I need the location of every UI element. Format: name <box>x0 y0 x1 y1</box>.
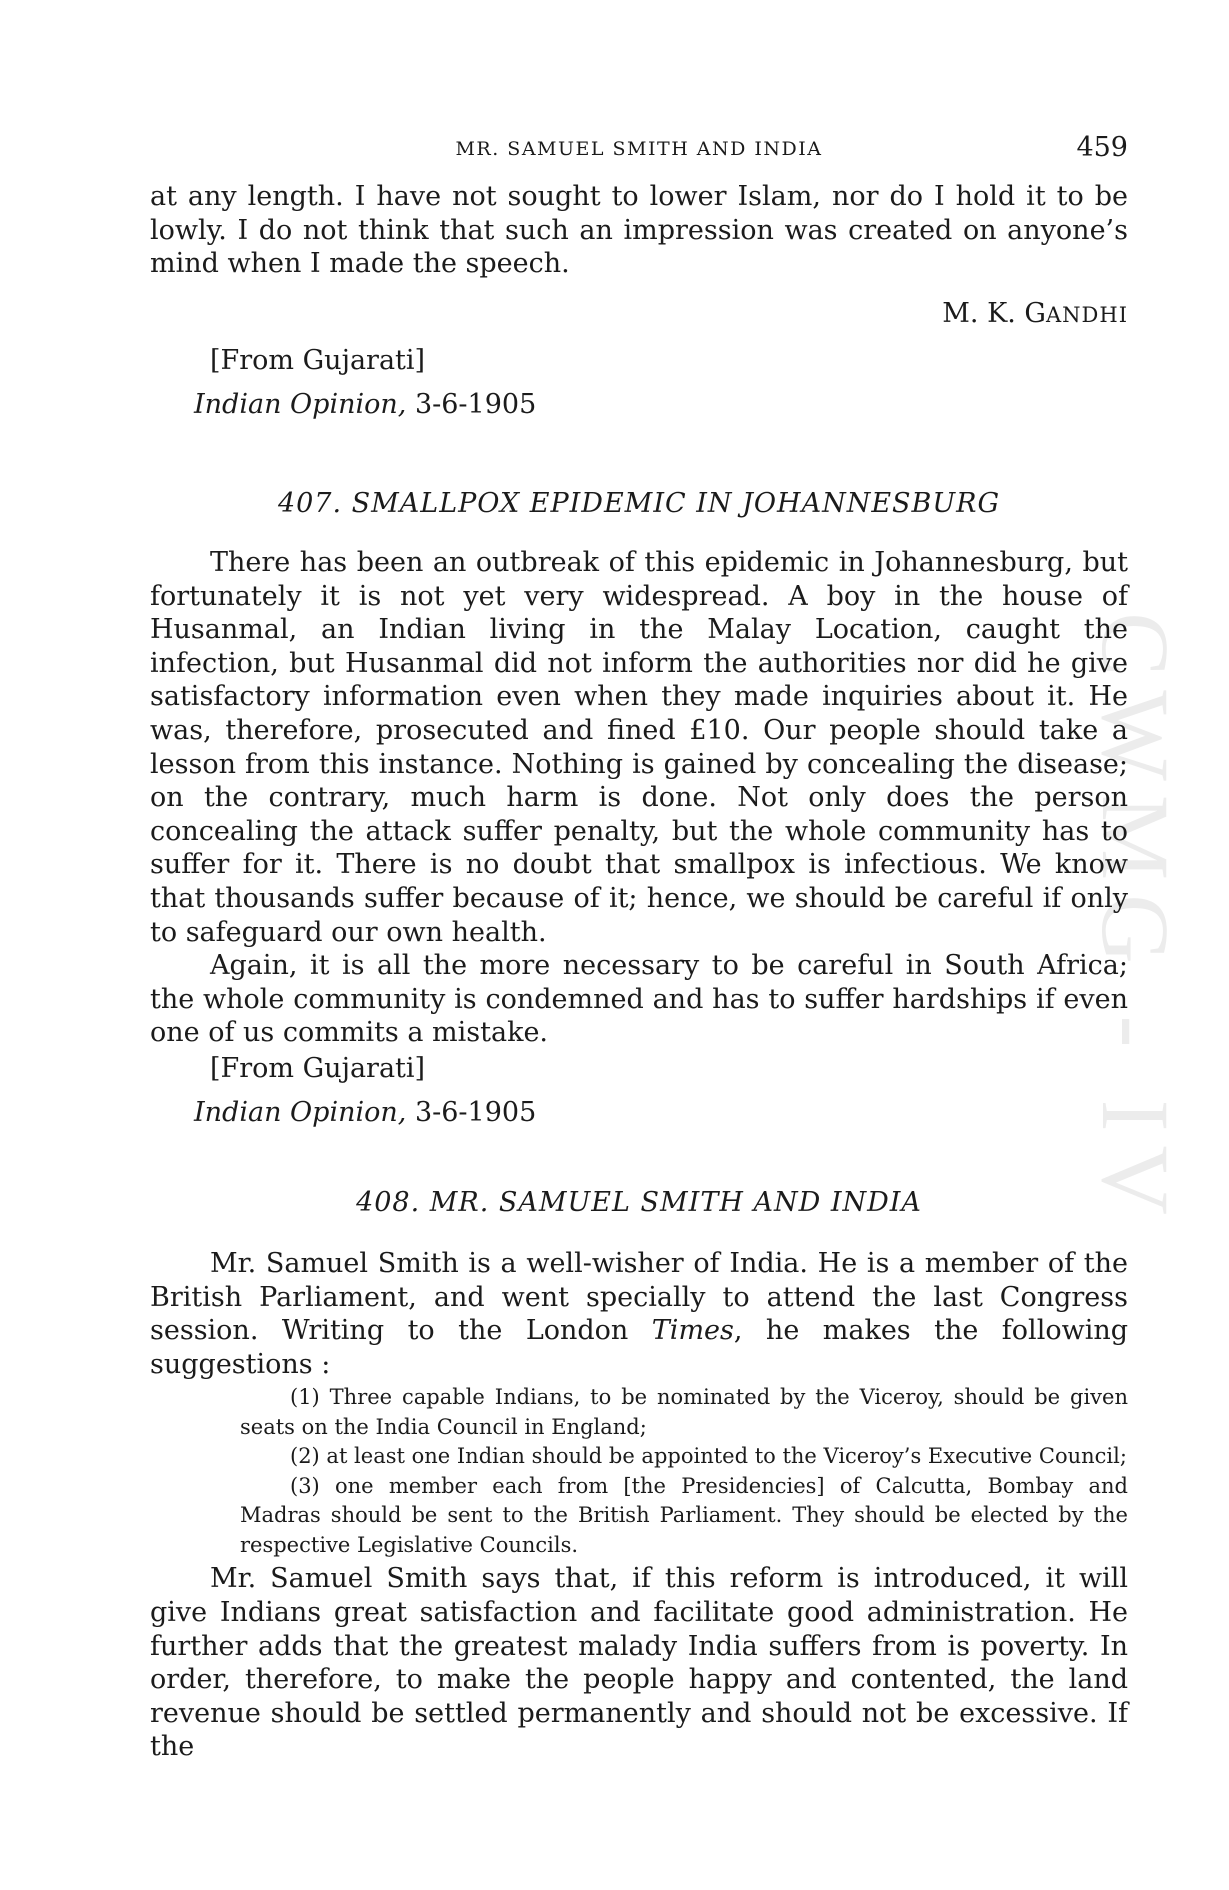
continuation-paragraph: at any length. I have not sought to lower Islam, nor do I hold it to be lowly. I do not think that such an impression was created on anyone’s mind when I made the speech. <box>150 181 1128 280</box>
watermark-text: CWMG - IV <box>1081 611 1189 1229</box>
article-407-body <box>150 546 1128 1129</box>
suggestion-item-1: (1) Three capable Indians, to be nominated by the Viceroy, should be given seats on the India Council in England; <box>240 1385 1128 1439</box>
continuation-section <box>150 180 1128 422</box>
article-407-citation <box>194 1096 1128 1130</box>
article-408-closing: Mr. Samuel Smith says that, if this reform is introduced, it will give Indians great satisfaction and facilitate good administration. He further adds that the greatest malady India suffers from is poverty. In order, therefore, to make the people happy and contented, the land revenue should be settled permanently and should not be excessive. If the <box>150 1563 1128 1763</box>
article-408-intro-end: , he makes the following suggestions : <box>150 1315 1128 1380</box>
running-head-title: MR. SAMUEL SMITH AND INDIA <box>455 138 823 160</box>
article-407-citation-date: 3-6-1905 <box>406 1096 537 1128</box>
article-408-intro <box>150 1247 1128 1381</box>
suggestion-item-3: (3) one member each from [the Presidencies] of Calcutta, Bombay and Madras should be sent to the British Parliament. They should be elected by the respective Legislative Councils. <box>240 1473 1128 1557</box>
source-note: [From Gujarati] <box>210 345 426 377</box>
article-407-paragraph-1: There has been an outbreak of this epidemic in Johannesburg, but fortunately it is not yet very widespread. A boy in the house of Husanmal, an Indian living in the Malay Location, caught the infection, but Husanmal did not inform the authorities nor did he give satisfactory information even when they made inquiries about it. He was, therefore, prosecuted and fined £10. Our people should take a lesson from this instance. Nothing is gained by concealing the disease; on the contrary, much harm is done. Not only does the person concealing the attack suffer penalty, but the whole community has to suffer for it. There is no doubt that smallpox is infectious. We know that thousands suffer because of it; hence, we should be careful if only to safeguard our own health. <box>150 547 1128 948</box>
article-408-intro-start: Mr. Samuel Smith is a well-wisher of India. He is a member of the British Parliament, and went specially to attend the last Congress session. Writing to the London <box>150 1248 1128 1347</box>
signature-rest: ANDHI <box>1046 302 1128 327</box>
suggestion-list <box>150 1383 1128 1560</box>
citation-title: Indian Opinion, <box>194 388 407 420</box>
signature <box>150 297 1128 333</box>
article-408 <box>150 1187 1128 1218</box>
article-407-paragraph-2: Again, it is all the more necessary to be careful in South Africa; the whole community is condemned and has to suffer hardships if even one of us commits a mistake. <box>150 950 1128 1049</box>
suggestion-item-2: (2) at least one Indian should be appointed to the Viceroy’s Executive Council; <box>290 1444 1127 1469</box>
article-407-citation-title: Indian Opinion, <box>194 1096 407 1128</box>
running-head <box>150 132 1128 166</box>
citation-date: 3-6-1905 <box>406 388 537 420</box>
page-number: 459 <box>1076 132 1128 163</box>
article-407 <box>150 488 1128 519</box>
citation <box>194 388 1128 422</box>
article-408-body <box>150 1247 1128 1764</box>
article-408-heading: 408. MR. SAMUEL SMITH AND INDIA <box>356 1187 922 1218</box>
signature-initials: M. K. G <box>942 297 1046 329</box>
article-407-heading: 407. SMALLPOX EPIDEMIC IN JOHANNESBURG <box>277 488 1001 519</box>
article-407-source-note: [From Gujarati] <box>210 1052 426 1084</box>
article-408-intro-italic: Times <box>651 1315 734 1347</box>
